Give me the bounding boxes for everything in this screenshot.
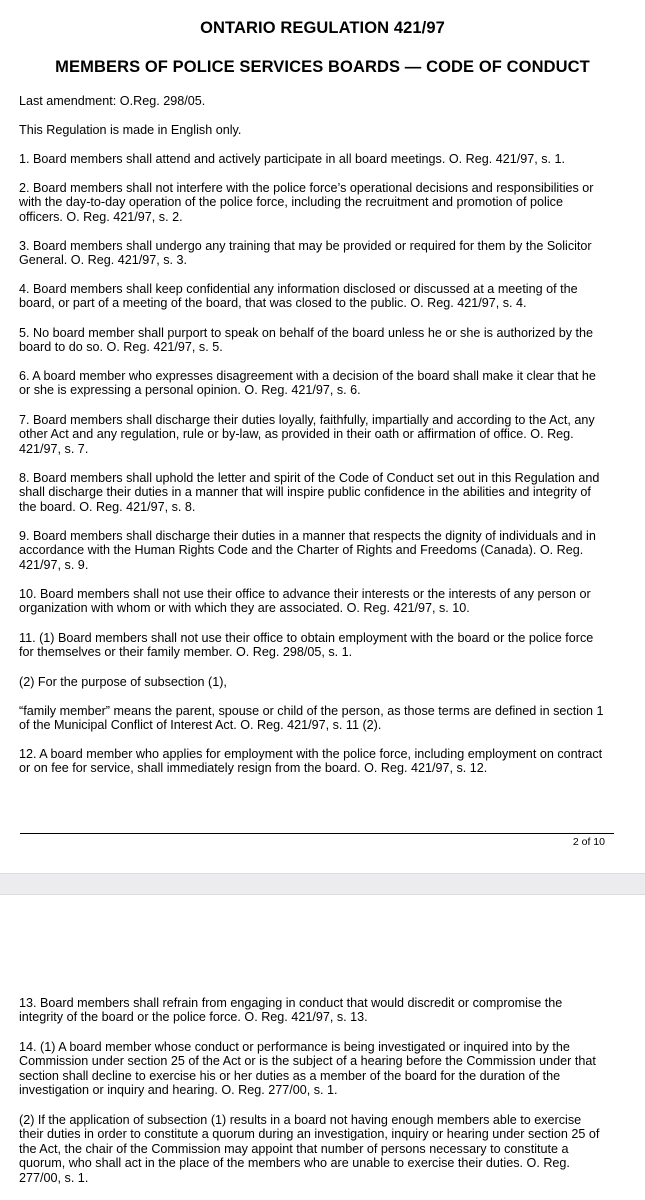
last-amendment: Last amendment: O.Reg. 298/05.	[19, 94, 206, 108]
footer-divider	[20, 833, 614, 834]
section-11-2: (2) For the purpose of subsection (1),	[19, 675, 227, 689]
section-14-1: 14. (1) A board member whose conduct or performance is being investigated or inquired into by the Commission under section 25 of the Act or is the subject of a hearing before the Commission under that section shall decline to exercise his or her duties as a member of the board for the duration of the investigation or inquiry and hearing. O. Reg. 277/00, s. 1.	[19, 1040, 596, 1098]
regulation-title: ONTARIO REGULATION 421/97	[200, 19, 445, 37]
section-7: 7. Board members shall discharge their duties loyally, faithfully, impartially and according to the Act, any other Act and any regulation, rule or by-law, as provided in their oath or affirmation of office. O. Reg. 421/97, s. 7.	[19, 413, 595, 456]
document-page-3	[0, 895, 645, 1200]
section-8: 8. Board members shall uphold the letter and spirit of the Code of Conduct set out in this Regulation and shall discharge their duties in a manner that will inspire public confidence in the abilities and integrity of the board. O. Reg. 421/97, s. 8.	[19, 471, 600, 514]
page-break	[0, 873, 645, 895]
section-6: 6. A board member who expresses disagreement with a decision of the board shall make it clear that he or she is expressing a personal opinion. O. Reg. 421/97, s. 6.	[19, 369, 596, 398]
regulation-subtitle: MEMBERS OF POLICE SERVICES BOARDS — CODE OF CONDUCT	[55, 58, 590, 76]
family-member-definition: “family member” means the parent, spouse or child of the person, as those terms are defined in section 1 of the Municipal Conflict of Interest Act. O. Reg. 421/97, s. 11 (2).	[19, 704, 604, 733]
section-9: 9. Board members shall discharge their duties in a manner that respects the dignity of individuals and in accordance with the Human Rights Code and the Charter of Rights and Freedoms (Canada). O. Reg. 421/97, s. 9.	[19, 529, 596, 572]
section-10: 10. Board members shall not use their office to advance their interests or the interests of any person or organization with whom or with which they are associated. O. Reg. 421/97, s. 10.	[19, 587, 591, 616]
section-1: 1. Board members shall attend and actively participate in all board meetings. O. Reg. 421/97, s. 1.	[19, 152, 566, 166]
section-5: 5. No board member shall purport to speak on behalf of the board unless he or she is authorized by the board to do so. O. Reg. 421/97, s. 5.	[19, 326, 594, 355]
section-4: 4. Board members shall keep confidential any information disclosed or discussed at a meeting of the board, or part of a meeting of the board, that was closed to the public. O. Reg. 421/97, s. 4.	[19, 282, 578, 311]
section-2: 2. Board members shall not interfere with the police force’s operational decisions and responsibilities or with the day-to-day operation of the police force, including the recruitment and promotion of police officers. O. Reg. 421/97, s. 2.	[19, 181, 594, 224]
language-note: This Regulation is made in English only.	[19, 123, 242, 137]
section-12: 12. A board member who applies for employment with the police force, including employment on contract or on fee for service, shall immediately resign from the board. O. Reg. 421/97, s. 12.	[19, 747, 603, 776]
page-number: 2 of 10	[572, 836, 605, 848]
section-13: 13. Board members shall refrain from engaging in conduct that would discredit or compromise the integrity of the board or the police force. O. Reg. 421/97, s. 13.	[19, 996, 563, 1025]
section-3: 3. Board members shall undergo any training that may be provided or required for them by the Solicitor General. O. Reg. 421/97, s. 3.	[19, 239, 592, 268]
section-11-1: 11. (1) Board members shall not use their office to obtain employment with the board or the police force for themselves or their family member. O. Reg. 298/05, s. 1.	[19, 631, 594, 660]
section-14-2: (2) If the application of subsection (1) results in a board not having enough members able to exercise their duties in order to constitute a quorum during an investigation, inquiry or hearing under section 25 of the Act, the chair of the Commission may appoint that number of persons necessary to constitute a quorum, who shall act in the place of the members who are unable to exercise their duties. O. Reg. 277/00, s. 1.	[19, 1113, 600, 1185]
